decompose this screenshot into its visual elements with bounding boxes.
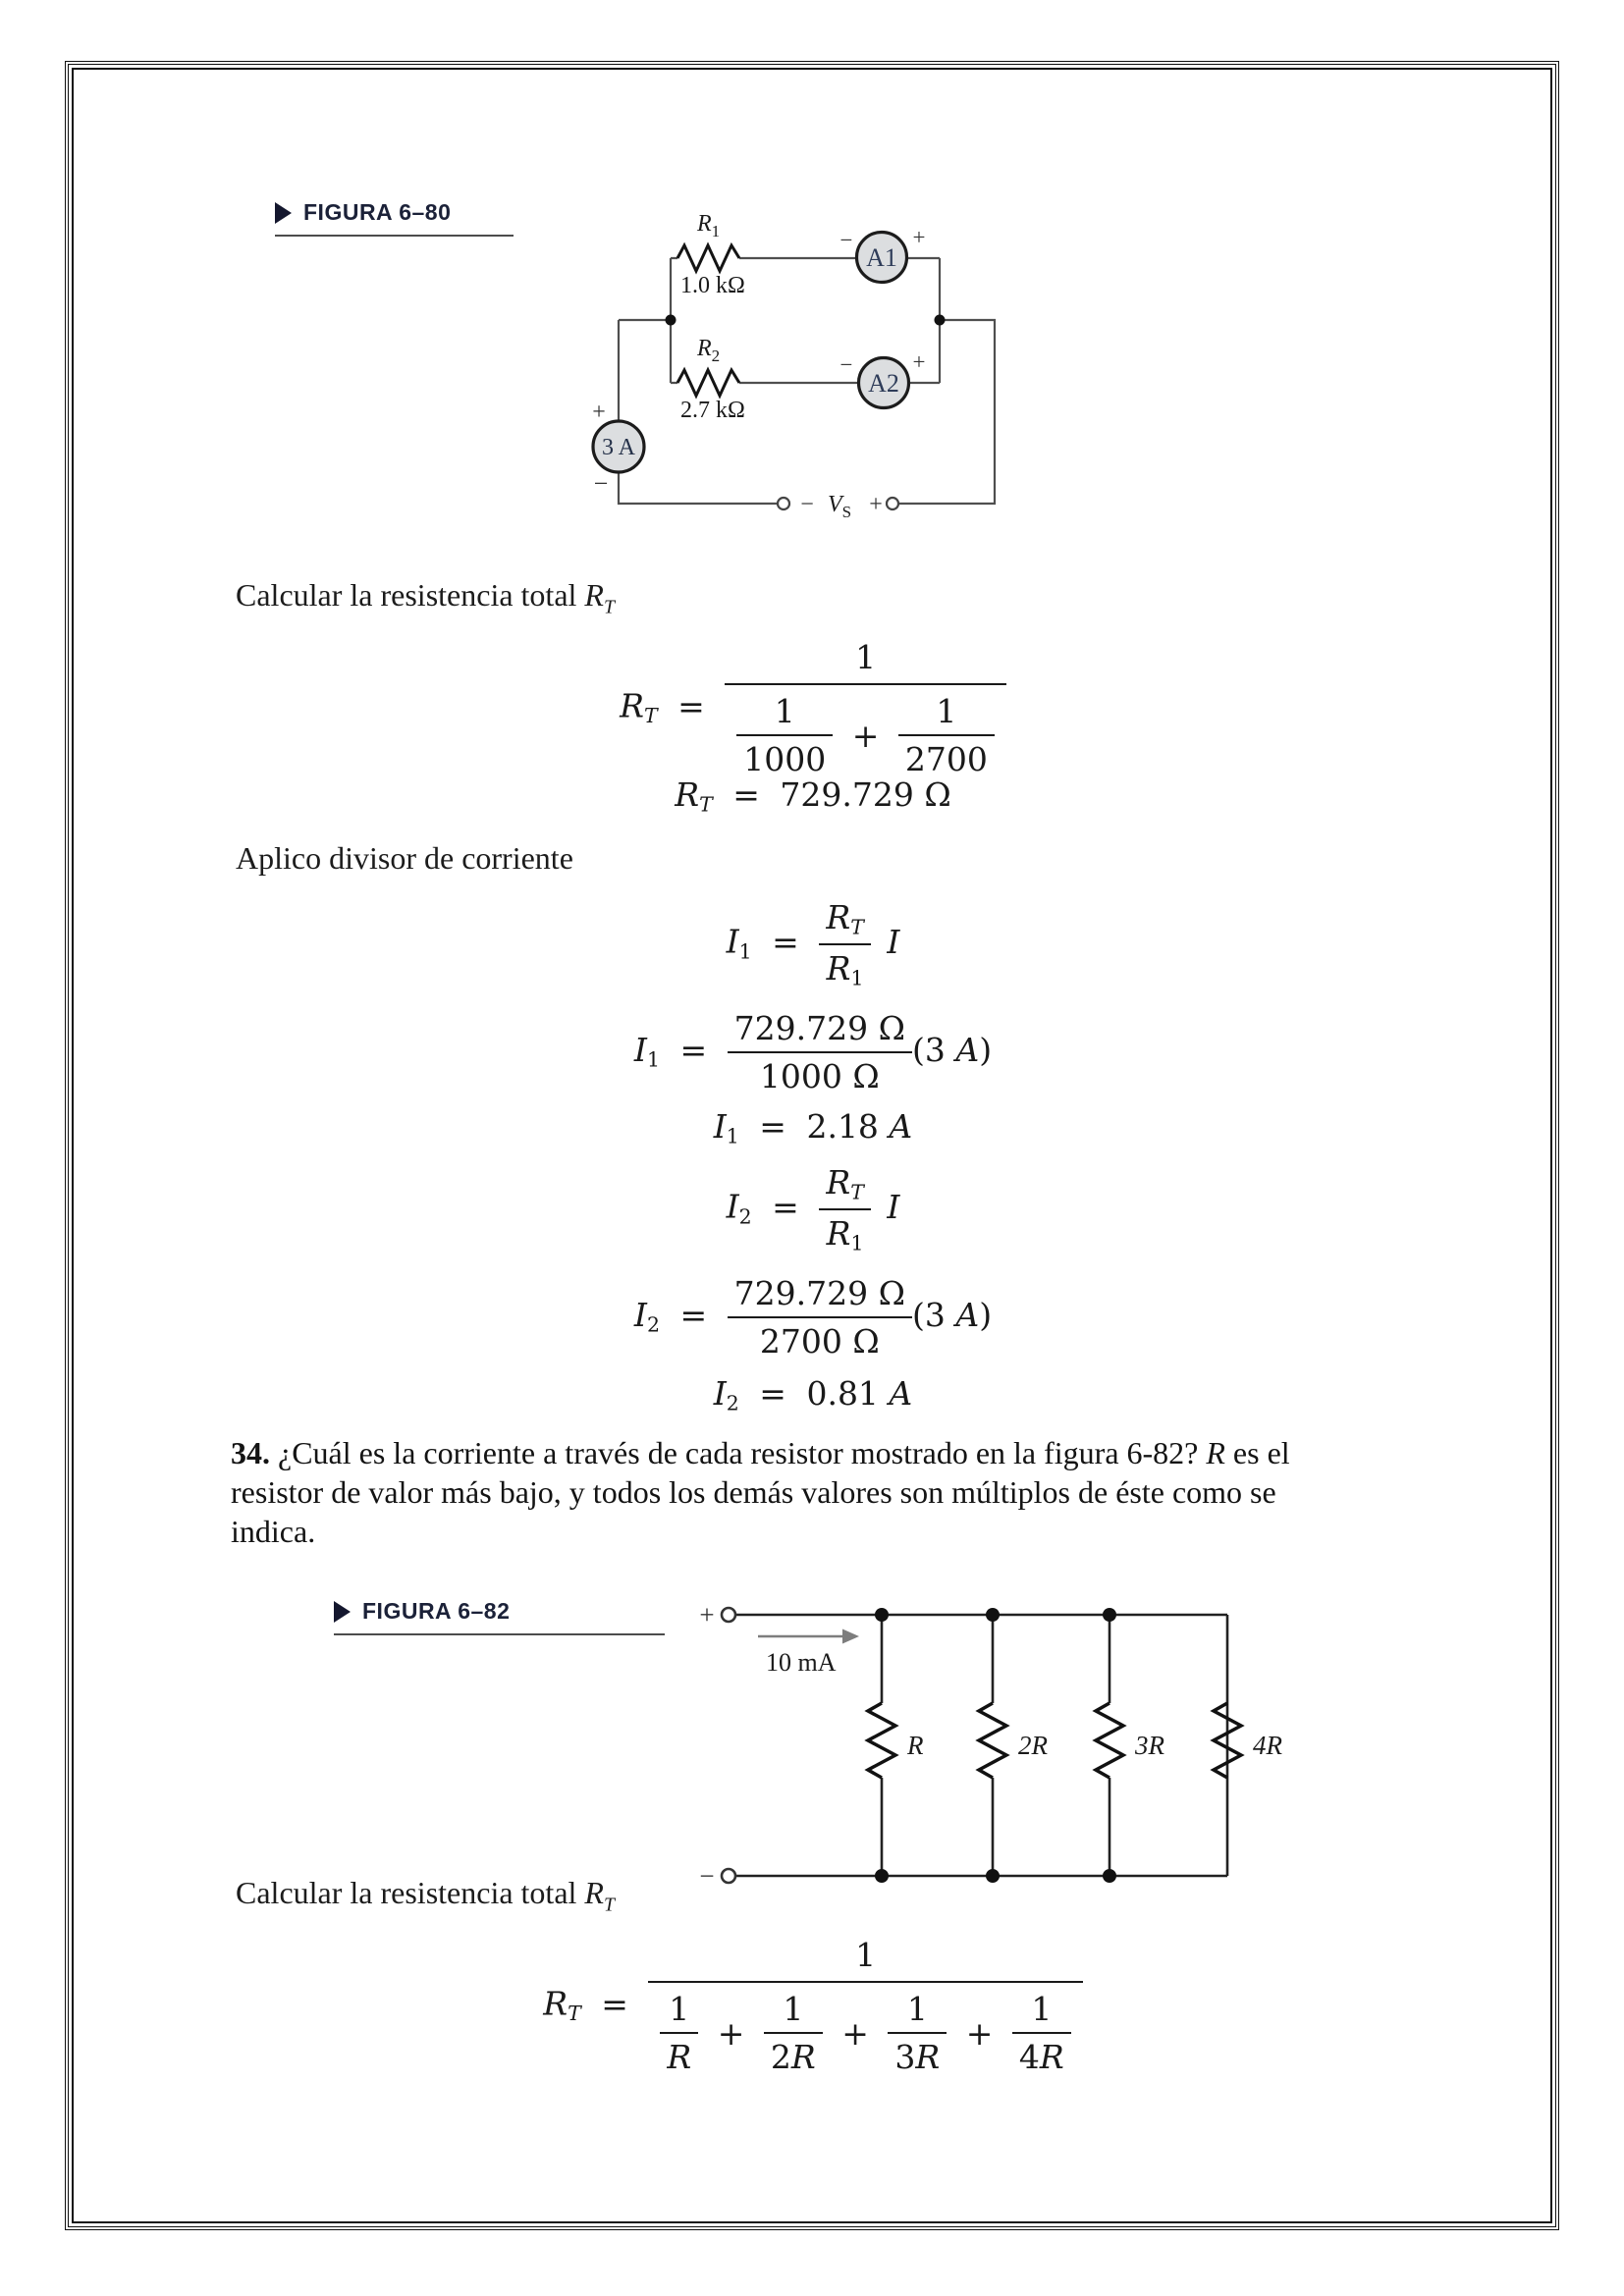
a2-plus-sign: + (912, 349, 926, 374)
resistor-4r-label: 4R (1253, 1731, 1282, 1760)
problem-34-line2: resistor de valor más bajo, y todos los demás valores son múltiplos de éste como se (231, 1474, 1276, 1510)
resistor-symbols (868, 1703, 1241, 1778)
terminal-open-circle (722, 1608, 735, 1622)
ammeter-a1-label: A1 (866, 243, 897, 272)
resistor-r1-label: $R_1$ (697, 211, 721, 240)
resistor-symbols (677, 245, 739, 396)
a2-minus-sign: − (839, 352, 853, 377)
rt-var: R (584, 1875, 604, 1910)
calc-rt-heading-2 (236, 1875, 615, 1916)
junction-dot (935, 315, 946, 326)
divisor-heading: Aplico divisor de corriente (236, 840, 573, 876)
rt-var: R (584, 577, 604, 613)
current-value-label: 10 mA (766, 1648, 837, 1677)
equation-rt-result: $R_T = 729.729$ Ω (675, 775, 951, 817)
problem-34-line3: indica. (231, 1514, 316, 1549)
calc-rt-text: Calcular la resistencia total (236, 1875, 585, 1910)
problem-number: 34. (231, 1435, 270, 1470)
current-source-value: 3 A (601, 435, 636, 460)
equation-i2-divider: $I_2$ = $\frac{R_T}{R_1}$ I (726, 1163, 900, 1255)
resistor-3r-label: 3R (1135, 1731, 1164, 1760)
minus-terminal-sign: − (699, 1861, 715, 1891)
junction-dot (875, 1869, 889, 1883)
resistor-r1-zigzag (677, 245, 739, 271)
junction-dot (986, 1869, 1000, 1883)
figure-pointer-icon (275, 202, 292, 224)
vs-plus-sign: + (869, 492, 883, 517)
resistor-r1-value: 1.0 kΩ (680, 273, 745, 298)
figure-6-80-circuit (550, 137, 1021, 530)
terminal-open-circle (722, 1869, 735, 1883)
vs-label: $V_S$ (828, 492, 852, 521)
equation-i1-result: $I_1 = 2.18$ A (713, 1107, 913, 1148)
rt-sub: T (603, 1894, 615, 1916)
source-minus-sign: − (593, 469, 609, 498)
equation-rt-parallel: $R_T$ = 1 $\frac{1}{1000}$ + $\frac{1}{2700}$ (236, 638, 1390, 778)
resistor-r2-label: $R_2$ (697, 336, 721, 365)
junction-dot (875, 1608, 889, 1622)
equation-i2-result: $I_2 = 0.81$ A (713, 1374, 913, 1415)
figure-6-82-caption (334, 1598, 665, 1635)
circuit-wires (619, 258, 995, 504)
a1-minus-sign: − (839, 228, 853, 252)
resistor-r-zigzag (868, 1703, 895, 1778)
problem-34-line1: 34. ¿Cuál es la corriente a través de cada resistor mostrado en la figura 6-82? R es el (231, 1435, 1290, 1470)
plus-terminal-sign: + (699, 1600, 715, 1629)
terminal-open-circle (778, 498, 789, 509)
source-plus-sign: + (592, 400, 606, 425)
terminal-open-circle (887, 498, 898, 509)
ammeter-a2-label: A2 (868, 369, 899, 398)
figure-6-82-circuit (677, 1566, 1286, 1899)
equation-i1-divider: $I_1$ = $\frac{R_T}{R_1}$ I (726, 898, 900, 990)
figure-6-80-caption (275, 199, 514, 237)
figure-6-80-label: FIGURA 6–80 (303, 199, 452, 225)
a1-plus-sign: + (912, 225, 926, 249)
resistor-r-label: R (907, 1731, 924, 1760)
calc-rt-text: Calcular la resistencia total (236, 577, 585, 613)
junction-dot (1103, 1869, 1116, 1883)
calc-rt-heading-1 (236, 577, 615, 618)
resistor-3r-zigzag (1096, 1703, 1123, 1778)
equation-rt-general: $R_T$ = 1 $\frac{1}{R}$ + $\frac{1}{2R}$ + $\frac{1}{3R}$ + $\frac{1}{4R}$ (236, 1936, 1390, 2076)
vs-minus-sign: − (800, 492, 814, 517)
figure-6-82-label: FIGURA 6–82 (362, 1598, 511, 1624)
problem-34-paragraph (231, 1433, 1517, 1551)
resistor-r2-value: 2.7 kΩ (680, 398, 745, 423)
resistor-2r-label: 2R (1018, 1731, 1048, 1760)
equation-i2-values: $I_2$ = $\frac{729.729 \Omega}{2700 \Omega}$ (3 A) (633, 1274, 993, 1361)
equation-i1-values: $I_1$ = $\frac{729.729 \Omega}{1000 \Omega}$ (3 A) (633, 1009, 993, 1095)
junction-dot (1103, 1608, 1116, 1622)
resistor-2r-zigzag (979, 1703, 1006, 1778)
junction-dot (986, 1608, 1000, 1622)
figure-pointer-icon (334, 1601, 351, 1623)
current-arrow-head (842, 1629, 859, 1644)
junction-dot (666, 315, 677, 326)
resistor-r2-zigzag (677, 370, 739, 396)
rt-sub: T (603, 596, 615, 618)
